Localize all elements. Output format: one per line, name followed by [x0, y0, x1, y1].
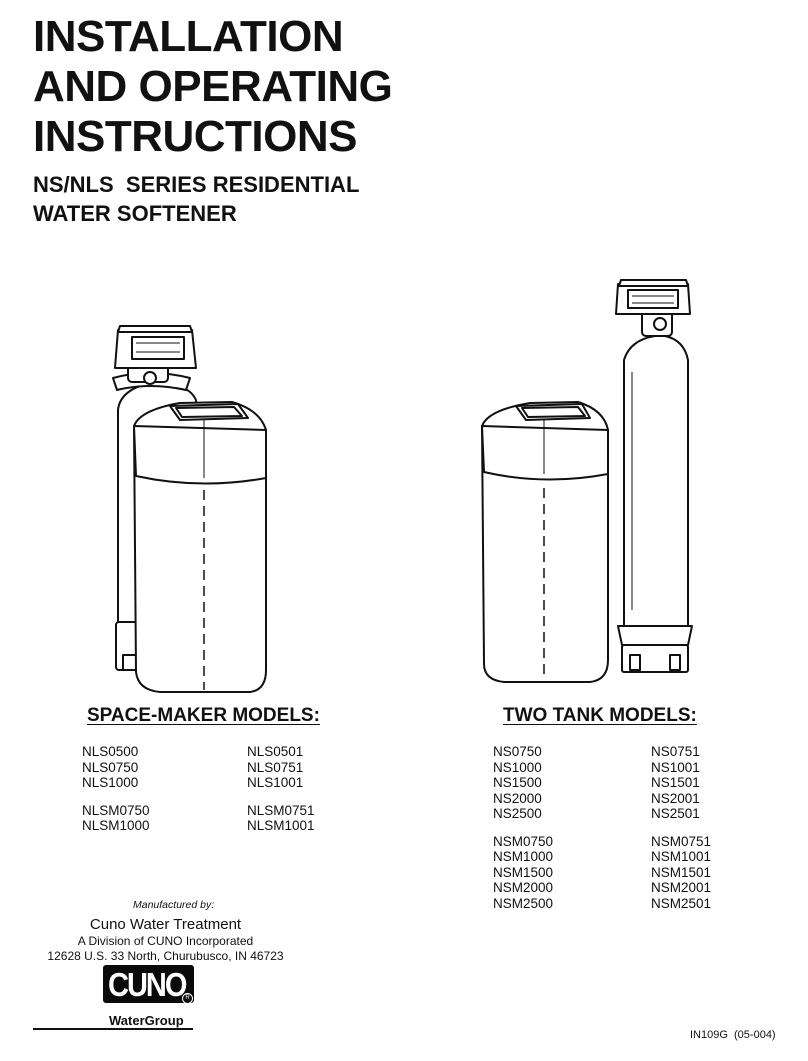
model-item: NSM1501 [651, 864, 712, 880]
model-item: NS1500 [493, 775, 542, 790]
two-tank-models-left [493, 744, 553, 911]
model-item: NLS1001 [247, 775, 304, 790]
model-item: NS2001 [651, 790, 700, 806]
model-gap [651, 822, 711, 834]
manufactured-by-label: Manufactured by: [133, 899, 215, 911]
model-item: NLS1000 [82, 775, 139, 790]
model-item: NS1501 [651, 775, 700, 790]
model-item: NSM2501 [651, 895, 712, 911]
model-gap [247, 791, 315, 803]
model-item: NSM1000 [493, 849, 554, 864]
model-item: NS2000 [493, 790, 542, 806]
model-item: NS0751 [651, 744, 700, 759]
two-tank-resin-tank [618, 336, 692, 672]
registered-mark-icon: R [182, 993, 193, 1004]
space-maker-models-right [247, 744, 315, 834]
footer-rule [33, 1028, 193, 1030]
model-item: NS1001 [651, 759, 700, 775]
model-item: NSM1500 [493, 864, 554, 880]
model-item: NLS0501 [247, 744, 304, 759]
model-item: NLSM1001 [247, 818, 315, 833]
company-name: Cuno Water Treatment [89, 916, 242, 933]
title-line-3: INSTRUCTIONS [33, 112, 357, 161]
title-line-2: AND OPERATING [33, 62, 393, 111]
model-item: NSM0751 [651, 833, 712, 849]
space-maker-brine-cabinet [134, 402, 266, 692]
company-division: A Division of CUNO Incorporated [77, 934, 254, 948]
model-item: NS0750 [493, 744, 542, 759]
space-maker-models-left [82, 744, 150, 834]
document-title [33, 12, 392, 162]
model-item: NLS0751 [247, 759, 304, 775]
title-line-1: INSTALLATION [33, 12, 344, 61]
model-item: NLS0750 [82, 759, 139, 775]
water-softener-illustration [0, 260, 808, 700]
company-address: 12628 U.S. 33 North, Churubusco, IN 46723 [47, 949, 284, 963]
model-item: NLSM1000 [82, 818, 150, 833]
two-tank-models-right [651, 744, 711, 911]
model-item: NLS0500 [82, 744, 139, 759]
model-item: NS2501 [651, 806, 700, 821]
watergroup-logo-text: WaterGroup [109, 1013, 184, 1028]
cuno-logo-text: CUNO [108, 967, 186, 1004]
model-item: NSM2001 [651, 880, 712, 895]
document-id: IN109G (05-004) [690, 1029, 776, 1041]
model-item: NSM2500 [493, 895, 554, 911]
two-tank-control-valve [616, 280, 690, 336]
two-tank-heading: TWO TANK MODELS: [503, 705, 697, 726]
space-maker-control-valve [113, 326, 196, 390]
model-item: NLSM0751 [247, 802, 315, 818]
subtitle-line-1: NS/NLS SERIES RESIDENTIAL [33, 172, 360, 197]
model-item: NSM0750 [493, 833, 554, 849]
model-item: NS2500 [493, 806, 542, 821]
space-maker-heading: SPACE-MAKER MODELS: [87, 705, 320, 726]
model-gap [493, 822, 553, 834]
two-tank-brine-cabinet [482, 402, 608, 682]
model-item: NSM1001 [651, 849, 712, 864]
subtitle-line-2: WATER SOFTENER [33, 201, 237, 226]
document-subtitle [33, 170, 359, 228]
model-item: NSM2000 [493, 880, 554, 895]
model-item: NS1000 [493, 759, 542, 775]
model-gap [82, 791, 150, 803]
model-item: NLSM0750 [82, 802, 150, 818]
